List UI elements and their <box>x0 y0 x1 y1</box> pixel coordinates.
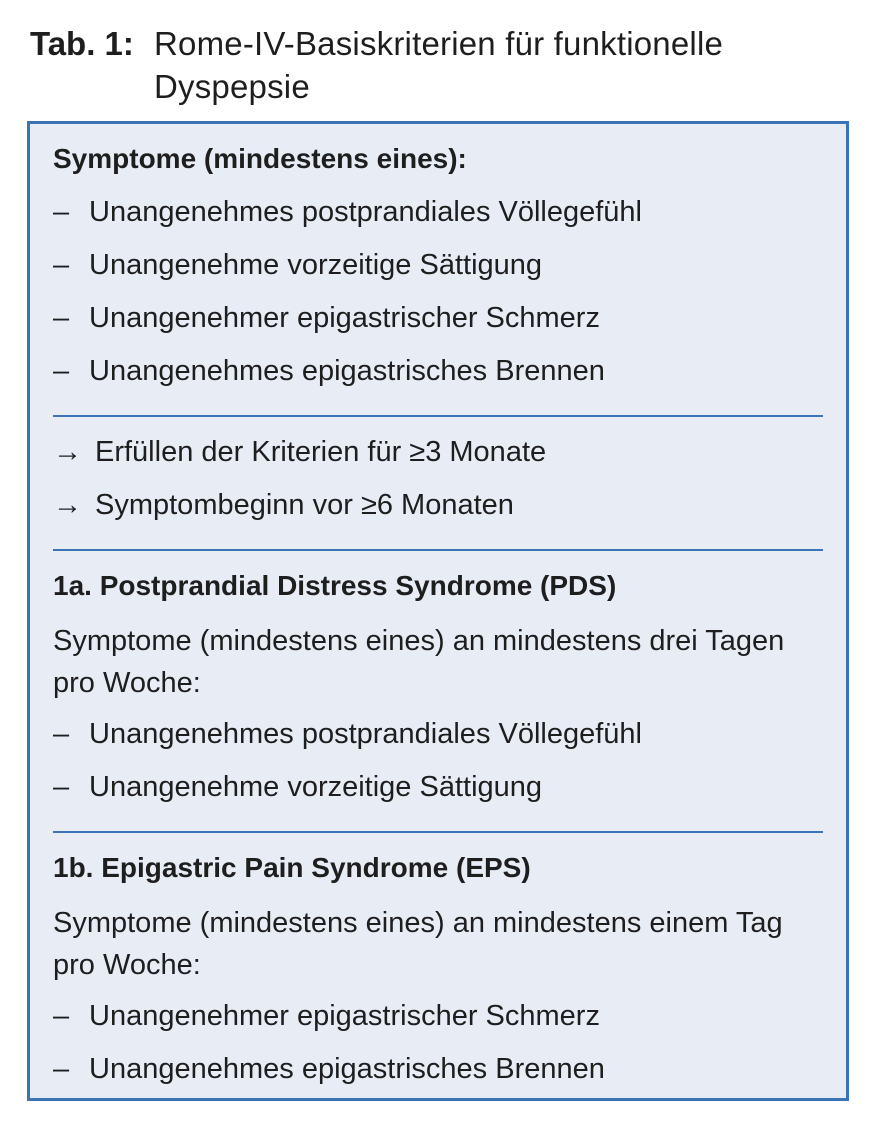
table-caption <box>30 22 860 108</box>
list-item <box>53 997 823 1050</box>
dash-marker: – <box>53 771 70 803</box>
eps-section <box>53 831 823 1113</box>
criteria-text: Erfüllen der Kriterien für ≥3 Monate <box>95 436 547 468</box>
list-item-text: Unangenehme vorzeitige Sättigung <box>89 771 543 803</box>
list-item <box>53 352 823 405</box>
dash-marker: – <box>53 718 70 750</box>
arrow-marker: → <box>53 489 82 521</box>
dash-marker: – <box>53 196 70 228</box>
list-item <box>53 246 823 299</box>
pds-section <box>53 549 823 831</box>
list-item-text: Unangenehme vorzeitige Sättigung <box>89 249 543 281</box>
list-item-text: Unangenehmes postprandiales Völlegefühl <box>89 718 642 750</box>
eps-heading: 1b. Epigastric Pain Syndrome (EPS) <box>53 852 531 883</box>
list-item-text: Unangenehmer epigastrischer Schmerz <box>89 1000 600 1032</box>
dash-marker: – <box>53 1000 70 1032</box>
eps-intro: Symptome (mindestens eines) an mindestens einem Tag pro Woche: <box>53 907 783 981</box>
criteria-item <box>53 486 823 539</box>
list-item <box>53 193 823 246</box>
criteria-item <box>53 433 823 486</box>
list-item-text: Unangenehmer epigastrischer Schmerz <box>89 302 600 334</box>
list-item <box>53 715 823 768</box>
symptoms-section <box>53 124 823 415</box>
criteria-section <box>53 415 823 549</box>
list-item <box>53 768 823 821</box>
dash-marker: – <box>53 302 70 334</box>
pds-intro: Symptome (mindestens eines) an mindestens drei Tagen pro Woche: <box>53 625 785 699</box>
caption-label: Tab. 1: <box>30 25 134 62</box>
dash-marker: – <box>53 249 70 281</box>
dash-marker: – <box>53 355 70 387</box>
dash-marker: – <box>53 1053 70 1085</box>
caption-title: Rome-IV-Basiskriterien für funktionelle Dyspepsie <box>154 25 724 105</box>
criteria-box <box>27 121 849 1101</box>
criteria-text: Symptombeginn vor ≥6 Monaten <box>95 489 514 521</box>
list-item-text: Unangenehmes epigastrisches Brennen <box>89 1053 605 1085</box>
list-item <box>53 299 823 352</box>
arrow-marker: → <box>53 436 82 468</box>
list-item-text: Unangenehmes postprandiales Völlegefühl <box>89 196 642 228</box>
pds-heading: 1a. Postprandial Distress Syndrome (PDS) <box>53 570 617 601</box>
list-item <box>53 1050 823 1103</box>
symptoms-heading: Symptome (mindestens eines): <box>53 143 467 174</box>
list-item-text: Unangenehmes epigastrisches Brennen <box>89 355 605 387</box>
